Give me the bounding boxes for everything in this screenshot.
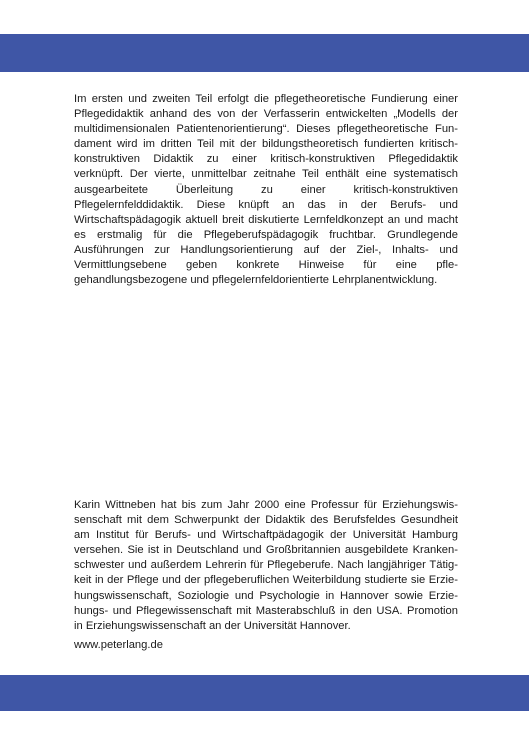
book-description-paragraph: Im ersten und zweiten Teil erfolgt die pflegetheoretische Fundierung einer Pflegedidaktik anhand des von der Verfasserin entwickelten „Modells der multidimensionalen Patientenorientierung“. Dieses pflegetheoretische Fundament wird im dritten Teil mit der bildungstheoretisch fundierten kritisch-konstruktiven Didaktik zu einer kritisch-konstruktiven Pflegedidaktik verknüpft. Der vierte, unmittelbar zeitnahe Teil enthält eine systematisch ausgearbeitete Überleitung zu einer kritisch-konstruktiven Pflegelernfelddidaktik. Diese knüpft an das in der Berufs- und Wirtschaftspädagogik aktuell breit diskutierte Lernfeldkonzept an und macht es erstmalig für die Pflegeberufspädagogik fruchtbar. Grundlegende Ausführungen zur Handlungsorientierung auf der Ziel-, Inhalts- und Vermittlungsebene geben konkrete Hinweise für eine pflegehandlungsbezogene und pflegelernfeldorientierte Lehrplanentwicklung. bbox=[74, 93, 458, 287]
publisher-url: www.peterlang.de bbox=[74, 639, 163, 651]
bottom-color-band bbox=[0, 675, 529, 711]
top-color-band bbox=[0, 34, 529, 72]
author-bio-paragraph: Karin Wittneben hat bis zum Jahr 2000 eine Professur für Erziehungswissenschaft mit dem Schwerpunkt der Didaktik des Berufsfeldes Gesundheit am Institut für Berufs- und Wirtschaftpädagogik der Universität Hamburg versehen. Sie ist in Deutschland und Großbritannien ausgebildete Krankenschwester und außerdem Lehrerin für Pflegeberufe. Nach langjähriger Tätigkeit in der Pflege und der pflegeberuflichen Weiterbildung studierte sie Erziehungswissenschaft, Soziologie und Psychologie in Hannover sowie Erziehungs- und Pflegewissenschaft mit Masterabschluß in den USA. Promotion in Erziehungswissenschaft an der Universität Hannover. bbox=[74, 499, 458, 632]
